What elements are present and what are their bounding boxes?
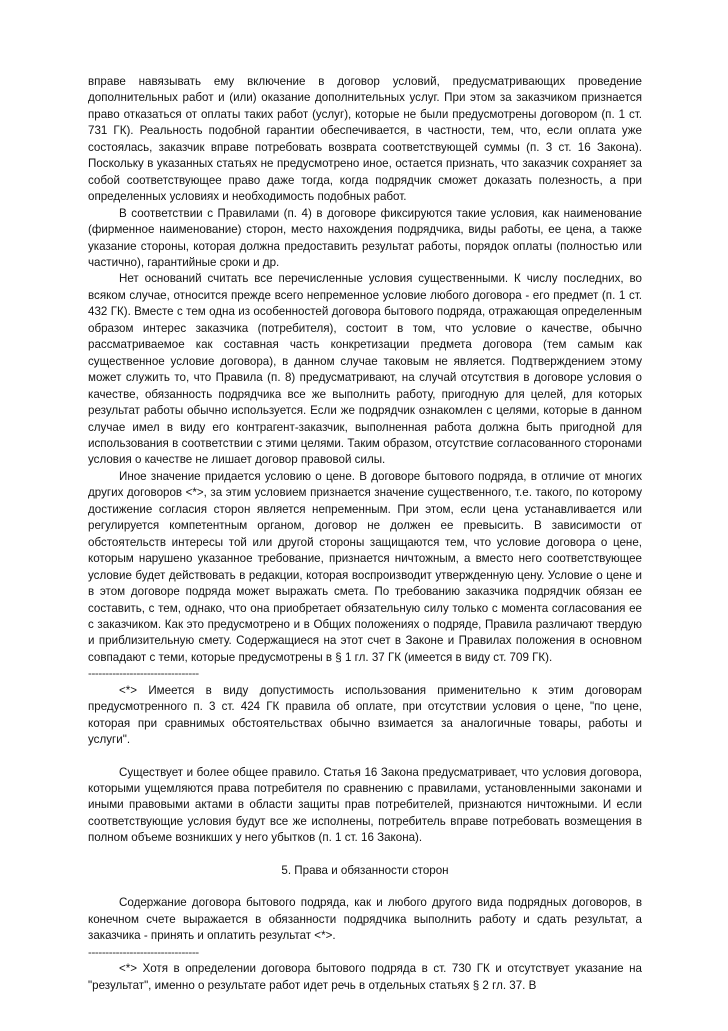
paragraph-1: вправе навязывать ему включение в договор условий, предусматривающих проведение дополнительных работ и (или) оказание дополнительных услуг. При этом за заказчиком признается право отказаться от оплаты таких работ (услуг), которые не были предусмотрены договором (п. 1 ст. 731 ГК). Реальность подобной гарантии обеспечивается, в частности, тем, что, если оплата уже состоялась, заказчик вправе потребовать возврата соответствующей суммы (п. 3 ст. 16 Закона). Поскольку в указанных статьях не предусмотрено иное, остается признать, что заказчик сохраняет за собой соответствующее право даже тогда, когда подрядчик сможет доказать полезность, а при определенных условиях и необходимость подобных работ. [88, 75, 642, 204]
footnote-separator-2: -------------------------------- [88, 945, 199, 959]
paragraph-2: В соответствии с Правилами (п. 4) в договоре фиксируются такие условия, как наименование (фирменное наименование) сторон, место нахождения подрядчика, виды работы, ее цена, а также указание стороны, которая должна предоставить результат работы, порядок оплаты (полностью или частично), гарантийные сроки и др. [88, 206, 642, 269]
paragraph-4: Иное значение придается условию о цене. В договоре бытового подряда, в отличие от многих других договоров <*>, за этим условием признается значение существенного, т.е. такого, по которому достижение согласия сторон является непременным. При этом, если цена устанавливается или регулируется компетентным органом, договор не должен ее превысить. В зависимости от обстоятельств интересы той или другой стороны защищаются тем, что условие договора о цене, которым нарушено указанное требование, признается ничтожным, а вместо него соответствующее условие будет действовать в редакции, которая воспроизводит утвержденную цену. Условие о цене и в этом договоре подряда может выражать смета. По требованию заказчика подрядчик обязан ее составить, с тем, однако, что она приобретает обязательную силу только с момента согласования ее с заказчиком. Как это предусмотрено и в Общих положениях о подряде, Правила различают твердую и приблизительную смету. Содержащиеся на этот счет в Законе и Правилах положения в основном совпадают с теми, которые предусмотрены в § 1 гл. 37 ГК (имеется в виду ст. 709 ГК). [88, 469, 642, 664]
footnote-separator-1: -------------------------------- [88, 667, 199, 681]
document-page [88, 74, 642, 994]
footnote-1: <*> Имеется в виду допустимость использования применительно к этим договорам предусмотренного п. 3 ст. 424 ГК правила об оплате, при отсутствии условия о цене, "по цене, которая при сравнимых обстоятельствах обычно взимается за аналогичные товары, работы и услуги". [88, 683, 642, 747]
footnote-2: <*> Хотя в определении договора бытового подряда в ст. 730 ГК и отсутствует указание на "результат", именно о результате работ идет речь в отдельных статьях § 2 гл. 37. В [88, 962, 642, 992]
paragraph-6: Содержание договора бытового подряда, как и любого другого вида подрядных договоров, в конечном счете выражается в обязанности подрядчика выполнить работу и сдать результат, а заказчика - принять и оплатить результат <*>. [88, 896, 642, 943]
section-heading: 5. Права и обязанности сторон [281, 863, 449, 877]
paragraph-3: Нет оснований считать все перечисленные условия существенными. К числу последних, во всяком случае, относится прежде всего непременное условие любого договора - его предмет (п. 1 ст. 432 ГК). Вместе с тем одна из особенностей договора бытового подряда, отражающая определенным образом интерес заказчика (потребителя), состоит в том, что условие о качестве, обычно рассматриваемое как составная часть конкретизации предмета договора (тем самым как существенное условие договора), в данном случае таковым не является. Подтверждением этому может служить то, что Правила (п. 8) предусматривают, на случай отсутствия в договоре условия о качестве, обязанность подрядчика все же выполнить работу, пригодную для целей, для которых результат работы обычно используется. Если же подрядчик ознакомлен с целями, которые в данном случае имел в виду его контрагент-заказчик, выполненная работа должна быть пригодной для использования в соответствии с этими целями. Таким образом, отсутствие согласованного сторонами условия о качестве не лишает договор правовой силы. [88, 272, 642, 467]
paragraph-5: Существует и более общее правило. Статья 16 Закона предусматривает, что условия договора, которыми ущемляются права потребителя по сравнению с правилами, установленными законами и иными правовыми актами в области защиты прав потребителей, признаются ничтожными. И если соответствующие условия будут все же исполнены, потребитель вправе потребовать возмещения в полном объеме возникших у него убытков (п. 1 ст. 16 Закона). [88, 765, 642, 845]
